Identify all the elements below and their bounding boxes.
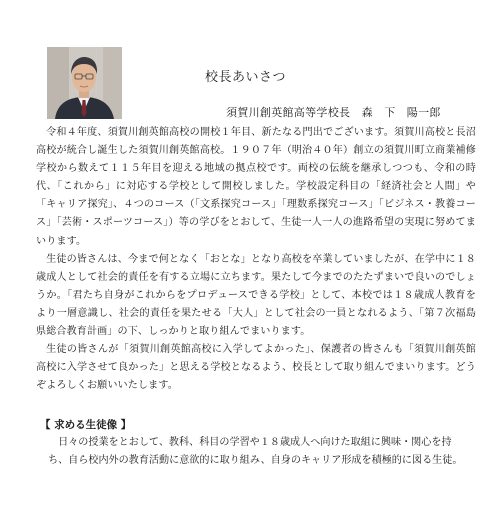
message-paragraph: 令和４年度、須賀川創英館高校の開校１年目、新たなる門出でございます。須賀川高校と長沼高校が統合し誕生した須賀川創英館高校。１９０７年（明治４０年）創立の須賀川町立商業補修学校から数えて１１５年目を迎える地域の拠点校です。両校の伝統を継承しつつも、令和の時代、「これから」に対応する学校として開校しました。学校設定科目の「経済社会と人間」や「キャリア探究」、４つのコース（「文系探究コース」「理数系探究コース」「ビジネス・教養コース」「芸術・スポーツコース」）等の学びをとおして、生徒一人一人の進路希望の実現に努めてまいります。 — [36, 127, 476, 247]
page-title: 校長あいさつ — [205, 70, 287, 85]
ideal-student-section — [48, 434, 468, 471]
greeting-message — [36, 124, 476, 395]
message-paragraph: 生徒の皆さんが「須賀川創英館高校に入学してよかった」、保護者の皆さんも「須賀川創英館高校に入学させて良かった」と思える学校となるよう、校長として取り組んでまいります。どうぞよろしくお願いいたします。 — [36, 344, 476, 392]
portrait-image-icon — [47, 47, 122, 119]
ideal-student-heading: 【 求める生徒像 】 — [40, 419, 132, 431]
message-paragraph: 生徒の皆さんは、今まで何となく「おとな」となり高校を卒業していましたが、在学中に１８歳成人として社会的責任を有する立場に立ちます。果たして今までのたたずまいで良いのでしょうか。「君たち自身がこれからをプロデュースできる学校」として、本校では１８歳成人教育をより一層意識し、社会的責任を果たせる「大人」として社会の一員となれるよう、「第７次福島県総合教育計画」の下、しっかりと取り組んでまいります。 — [36, 253, 476, 338]
principal-signature: 須賀川創英館高等学校長 森 下 陽一郎 — [226, 106, 441, 119]
ideal-student-text: 日々の授業をとおして、教科、科目の学習や１８歳成人へ向けた取組に興味・関心を持ち、自ら校内外の教育活動に意欲的に取り組み、自身のキャリア形成を積極的に図る生徒。 — [48, 437, 463, 467]
principal-photo — [47, 47, 122, 119]
